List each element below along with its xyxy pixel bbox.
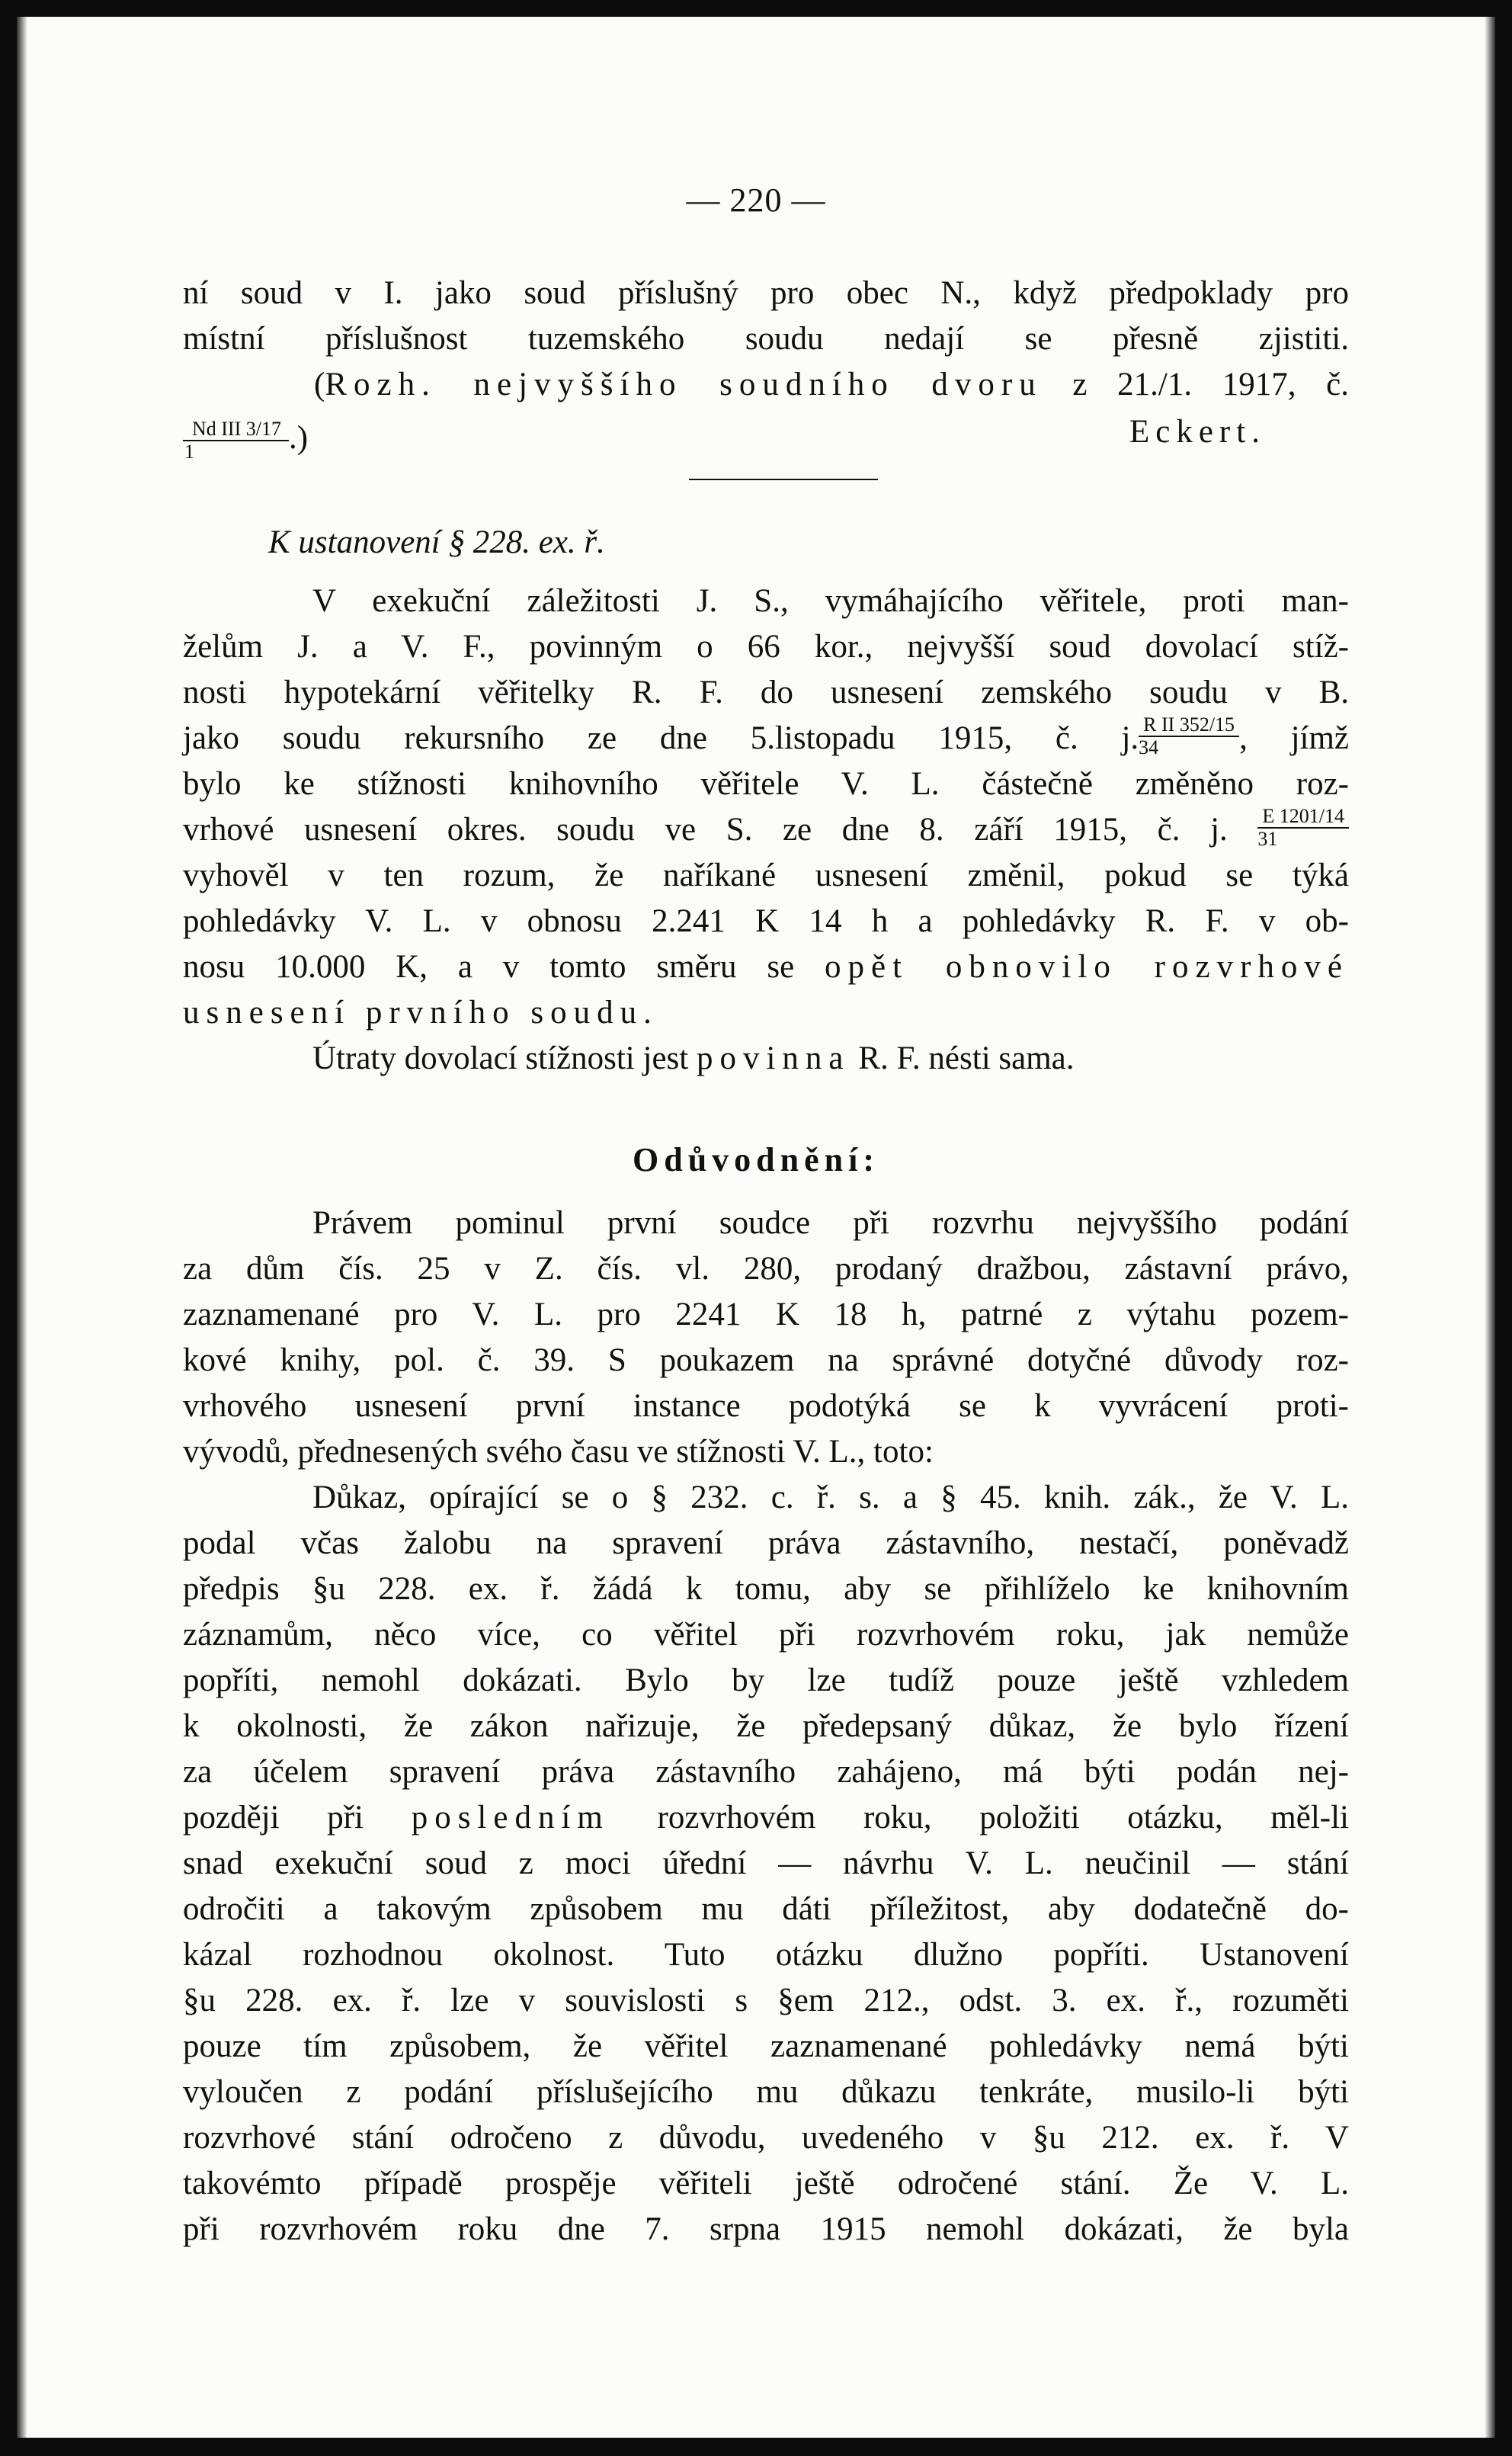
text-line: podal včas žalobu na spravení práva zástavního, nestačí, poněvadž [183, 1525, 1349, 1561]
text-line: pohledávky V. L. v obnosu 2.241 K 14 h a pohledávky R. F. v ob- [183, 903, 1349, 939]
case-fraction [1139, 714, 1239, 758]
reference-close: .) [288, 420, 309, 456]
case-denominator: 31 [1257, 828, 1278, 851]
text-line: snad exekuční soud z moci úřední — návrhu V. L. neučinil — stání [183, 1845, 1349, 1881]
case-numerator: R II 352/15 [1139, 714, 1239, 737]
case-denominator: 34 [1139, 736, 1159, 759]
reference-number [183, 419, 412, 465]
text-line: předpis §u 228. ex. ř. žádá k tomu, aby se přihlíželo ke knihovním [183, 1571, 1349, 1607]
case-fraction [1257, 806, 1349, 850]
text-line: rozvrhové stání odročeno z důvodu, uvedeného v §u 212. ex. ř. V [183, 2120, 1349, 2156]
text-span: Útraty dovolací stížnosti jest [312, 1040, 697, 1076]
text-line: záznamům, něco více, co věřitel při rozvrhovém roku, jak nemůže [183, 1617, 1349, 1653]
text-line: vrhového usnesení první instance podotýká se k vyvrácení proti- [183, 1388, 1349, 1424]
text-line: popříti, nemohl dokázati. Bylo by lze tudíž pouze ještě vzhledem [183, 1662, 1349, 1698]
text-span: rozvrhovém roku, položiti otázku, měl-li [609, 1800, 1349, 1836]
text-line: nosti hypotekární věřitelky R. F. do usnesení zemského soudu v B. [183, 675, 1349, 710]
text-line: za účelem spravení práva zástavního zahájeno, má býti podán nej- [183, 1754, 1349, 1790]
text-line: takovémto případě prospěje věřiteli ještě odročené stání. Že V. L. [183, 2166, 1349, 2201]
section-heading: K ustanovení § 228. ex. ř. [268, 524, 605, 560]
text-line [183, 944, 1349, 990]
text-line: V exekuční záležitosti J. S., vymáhajícího věřitele, proti man- [312, 583, 1349, 619]
text-line: pouze tím způsobem, že věřitel zaznamenané pohledávky nemá býti [183, 2028, 1349, 2064]
decision-paragraph [183, 579, 1349, 1082]
text-line: kázal rozhodnou okolnost. Tuto otázku dlužno popříti. Ustanovení [183, 1937, 1349, 1973]
text-line [183, 1036, 1349, 1082]
spaced-text: opět obnovilo rozvrhové [825, 949, 1349, 985]
text-span: jako soudu rekursního ze dne 5.listopadu 1915, č. j. [183, 720, 1139, 756]
reasons-body [183, 1201, 1349, 2252]
reasons-heading: Odůvodnění: [633, 1141, 879, 1178]
text-span: R. F. nésti sama. [850, 1040, 1075, 1076]
spaced-text: povinna [696, 1040, 850, 1076]
text-line: vyloučen z podání příslušejícího mu důkazu tenkráte, musilo-li býti [183, 2074, 1349, 2110]
document-page [17, 17, 1495, 2438]
page-number: — 220 — [686, 181, 826, 219]
text-span: později při [183, 1800, 412, 1836]
text-line: bylo ke stížnosti knihovního věřitele V. L. částečně změněno roz- [183, 766, 1349, 802]
citation-line [183, 362, 1349, 408]
text-line [183, 1795, 1349, 1841]
text-line: za dům čís. 25 v Z. čís. vl. 280, prodaný dražbou, zástavní právo, [183, 1251, 1349, 1287]
separator-rule [689, 479, 878, 480]
text-span: , jímž [1239, 720, 1349, 756]
text-line: želům J. a V. F., povinným o 66 kor., nejvyšší soud dovolací stíž- [183, 629, 1349, 665]
text-line [183, 713, 1349, 761]
reference-numerator: Nd III 3/17 [183, 418, 289, 441]
page-edge-left [17, 17, 27, 2438]
text-line: k okolnosti, že zákon nařizuje, že předepsaný důkaz, že bylo řízení [183, 1708, 1349, 1744]
text-line: zaznamenané pro V. L. pro 2241 K 18 h, patrné z výtahu pozem- [183, 1297, 1349, 1332]
spaced-text: posledním [411, 1800, 610, 1836]
court-name: Rozh. nejvyššího soudního dvoru [325, 367, 1043, 402]
text-line: při rozvrhovém roku dne 7. srpna 1915 nemohl dokázati, že byla [183, 2211, 1349, 2247]
text-span: nosu 10.000 K, a v tomto směru se [183, 949, 825, 985]
text-line: kové knihy, pol. č. 39. S poukazem na správné dotyčné důvody roz- [183, 1342, 1349, 1378]
reference-fraction [183, 418, 289, 463]
text-line: místní příslušnost tuzemského soudu nedají se přesně zjistiti. [183, 321, 1349, 357]
reference-denominator: 1 [184, 441, 194, 463]
text-line: ní soud v I. jako soud příslušný pro obec N., když předpoklady pro [183, 275, 1349, 311]
text-line: §u 228. ex. ř. lze v souvislosti s §em 212., odst. 3. ex. ř., rozuměti [183, 1983, 1349, 2018]
citation-date: z 21./1. 1917, č. [1042, 367, 1349, 402]
text-line [183, 807, 1349, 853]
signature: Eckert. [1129, 414, 1266, 450]
citation-open: ( [314, 367, 325, 402]
text-line: vývodů, přednesených svého času ve stížnosti V. L., toto: [183, 1434, 934, 1470]
text-line: vyhověl v ten rozum, že naříkané usnesení změnil, pokud se týká [183, 858, 1349, 893]
page-edge-right [1485, 17, 1495, 2438]
text-line: Právem pominul první soudce při rozvrhu nejvyššího podání [312, 1205, 1349, 1241]
text-line: odročiti a takovým způsobem mu dáti příležitost, aby dodatečně do- [183, 1891, 1349, 1927]
text-line: usnesení prvního soudu. [183, 995, 658, 1031]
case-numerator: E 1201/14 [1257, 806, 1349, 829]
intro-block [183, 271, 1349, 362]
text-line: Důkaz, opírající se o § 232. c. ř. s. a § 45. knih. zák., že V. L. [312, 1480, 1349, 1515]
text-span: vrhové usnesení okres. soudu ve S. ze dne 8. září 1915, č. j. [183, 812, 1228, 848]
